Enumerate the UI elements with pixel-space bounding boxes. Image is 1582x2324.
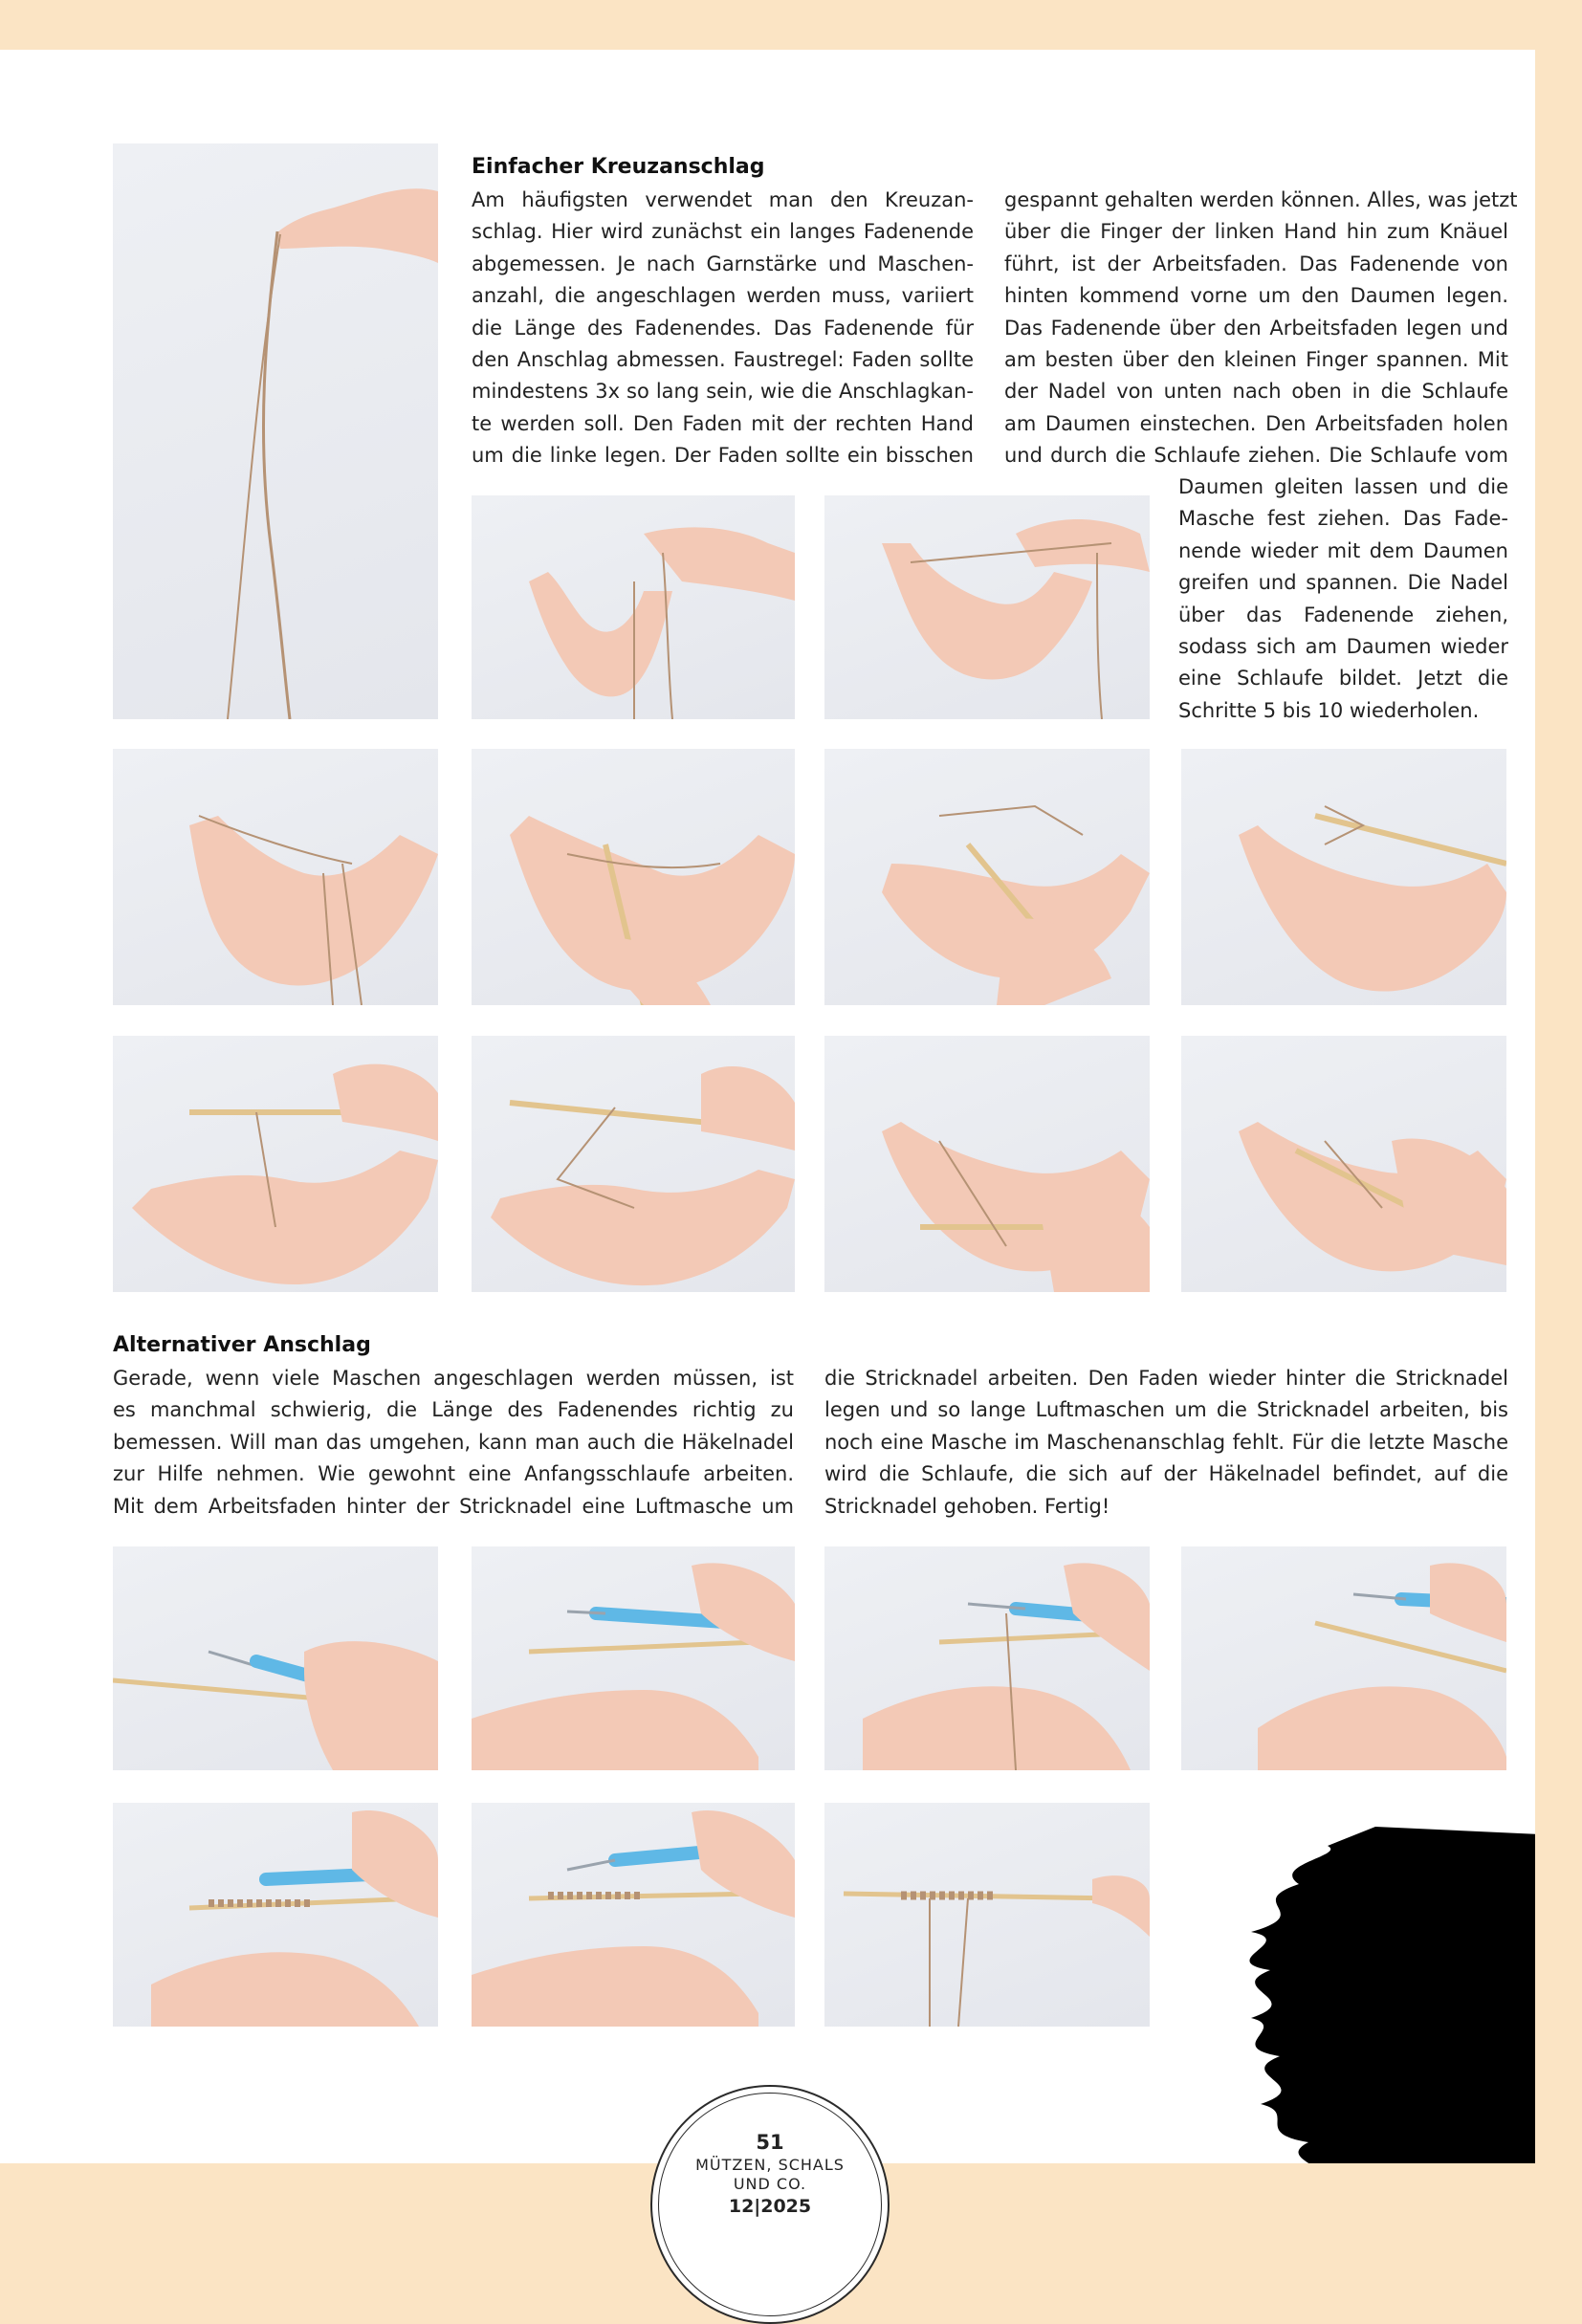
text-line: wird die Schlaufe, die sich auf der Häkelnadel befindet, auf die (824, 1462, 1508, 1486)
photo-hook-step-3 (824, 1546, 1150, 1770)
text-line: den Anschlag abmessen. Faustregel: Faden sollte (472, 348, 974, 372)
text-line: die Länge des Fadenendes. Das Fadenende für (472, 316, 974, 340)
section2-text-col2 (824, 1363, 1508, 1523)
text-line: der Nadel von unten nach oben in die Schlaufe (1004, 380, 1508, 404)
photo-step-5 (472, 749, 795, 1005)
text-line: Stricknadel gehoben. Fertig! (824, 1494, 1110, 1518)
photo-step-7 (1181, 749, 1506, 1005)
text-line: über das Fadenende ziehen, (1178, 603, 1508, 626)
section1-text-col1 (472, 185, 974, 472)
text-line: Das Fadenende über den Arbeitsfaden legen und (1004, 316, 1508, 340)
photo-step-2 (472, 495, 795, 719)
photo-step-4 (113, 749, 438, 1005)
photo-step-9 (472, 1036, 795, 1292)
text-line: um die linke legen. Der Faden sollte ein bisschen (472, 444, 974, 468)
magazine-title (652, 2156, 888, 2194)
magazine-page (0, 50, 1535, 2163)
section2-text-col1 (113, 1363, 794, 1523)
text-line: bemessen. Will man das umgehen, kann man auch die Häkelnadel (113, 1430, 794, 1454)
photo-hook-step-1 (113, 1546, 438, 1770)
page-number-badge (650, 2085, 890, 2324)
text-line: über die Finger der linken Hand hin zum Knäuel (1004, 220, 1508, 244)
photo-hook-step-6 (472, 1803, 795, 2027)
text-line: Am häufigsten verwendet man den Kreuzan- (472, 188, 974, 211)
text-line: nende wieder mit dem Daumen (1178, 538, 1508, 562)
section2-heading: Alternativer Anschlag (113, 1333, 371, 1357)
text-line: Masche fest ziehen. Das Fade- (1178, 507, 1508, 531)
text-line: anzahl, die angeschlagen werden muss, variiert (472, 284, 974, 308)
photo-step-8 (113, 1036, 438, 1292)
text-line: zur Hilfe nehmen. Wie gewohnt eine Anfangsschlaufe arbeiten. (113, 1462, 794, 1486)
photo-hook-step-4 (1181, 1546, 1506, 1770)
photo-step-11 (1181, 1036, 1506, 1292)
text-line: noch eine Masche im Maschenanschlag fehlt. Für die letzte Masche (824, 1430, 1508, 1454)
text-line: gespannt gehalten werden können. Alles, was jetzt (1004, 188, 1518, 211)
brush-stroke-decoration (1213, 1827, 1535, 2163)
photo-step-6 (824, 749, 1150, 1005)
photo-hook-step-2 (472, 1546, 795, 1770)
text-line: mindestens 3x so lang sein, wie die Anschlagkan- (472, 380, 974, 404)
text-line: Mit dem Arbeitsfaden hinter der Stricknadel eine Luftmasche um (113, 1494, 794, 1518)
text-line: legen und so lange Luftmaschen um die Stricknadel arbeiten, bis (824, 1398, 1508, 1422)
text-line: greifen und spannen. Die Nadel (1178, 571, 1508, 595)
text-line: führt, ist der Arbeitsfaden. Das Fadenende von (1004, 252, 1508, 275)
text-line: die Stricknadel arbeiten. Den Faden wieder hinter die Stricknadel (824, 1367, 1508, 1390)
text-line: te werden soll. Den Faden mit der rechten Hand (472, 411, 974, 435)
page-number: 51 (756, 2131, 784, 2154)
text-line: am Daumen einstechen. Den Arbeitsfaden holen (1004, 411, 1508, 435)
text-line: sodass sich am Daumen wieder (1178, 635, 1508, 659)
text-line: hinten kommend vorne um den Daumen legen. (1004, 284, 1508, 308)
text-line: abgemessen. Je nach Garnstärke und Maschen- (472, 252, 974, 275)
text-line: und durch die Schlaufe ziehen. Die Schlaufe vom (1004, 444, 1508, 468)
photo-hook-step-5 (113, 1803, 438, 2027)
photo-step-10 (824, 1036, 1150, 1292)
section1-heading: Einfacher Kreuzanschlag (472, 155, 765, 179)
section1-text-col3 (1178, 471, 1508, 727)
text-line: Gerade, wenn viele Maschen angeschlagen werden müssen, ist (113, 1367, 794, 1390)
issue-number: 12|2025 (728, 2196, 812, 2217)
photo-step-1-measure-yarn (113, 143, 438, 719)
text-line: schlag. Hier wird zunächst ein langes Fadenende (472, 220, 974, 244)
text-line: es manchmal schwierig, die Länge des Fadenendes richtig zu (113, 1398, 794, 1422)
text-line: am besten über den kleinen Finger spannen. Mit (1004, 348, 1508, 372)
magazine-title-line: UND CO. (733, 2175, 807, 2193)
photo-step-3 (824, 495, 1150, 719)
text-line: eine Schlaufe bildet. Jetzt die (1178, 667, 1508, 691)
section1-text-col2 (1004, 185, 1518, 472)
text-line: Schritte 5 bis 10 wiederholen. (1178, 698, 1480, 722)
text-line: Daumen gleiten lassen und die (1178, 475, 1508, 498)
magazine-title-line: MÜTZEN, SCHALS (695, 2156, 845, 2174)
photo-hook-step-7 (824, 1803, 1150, 2027)
